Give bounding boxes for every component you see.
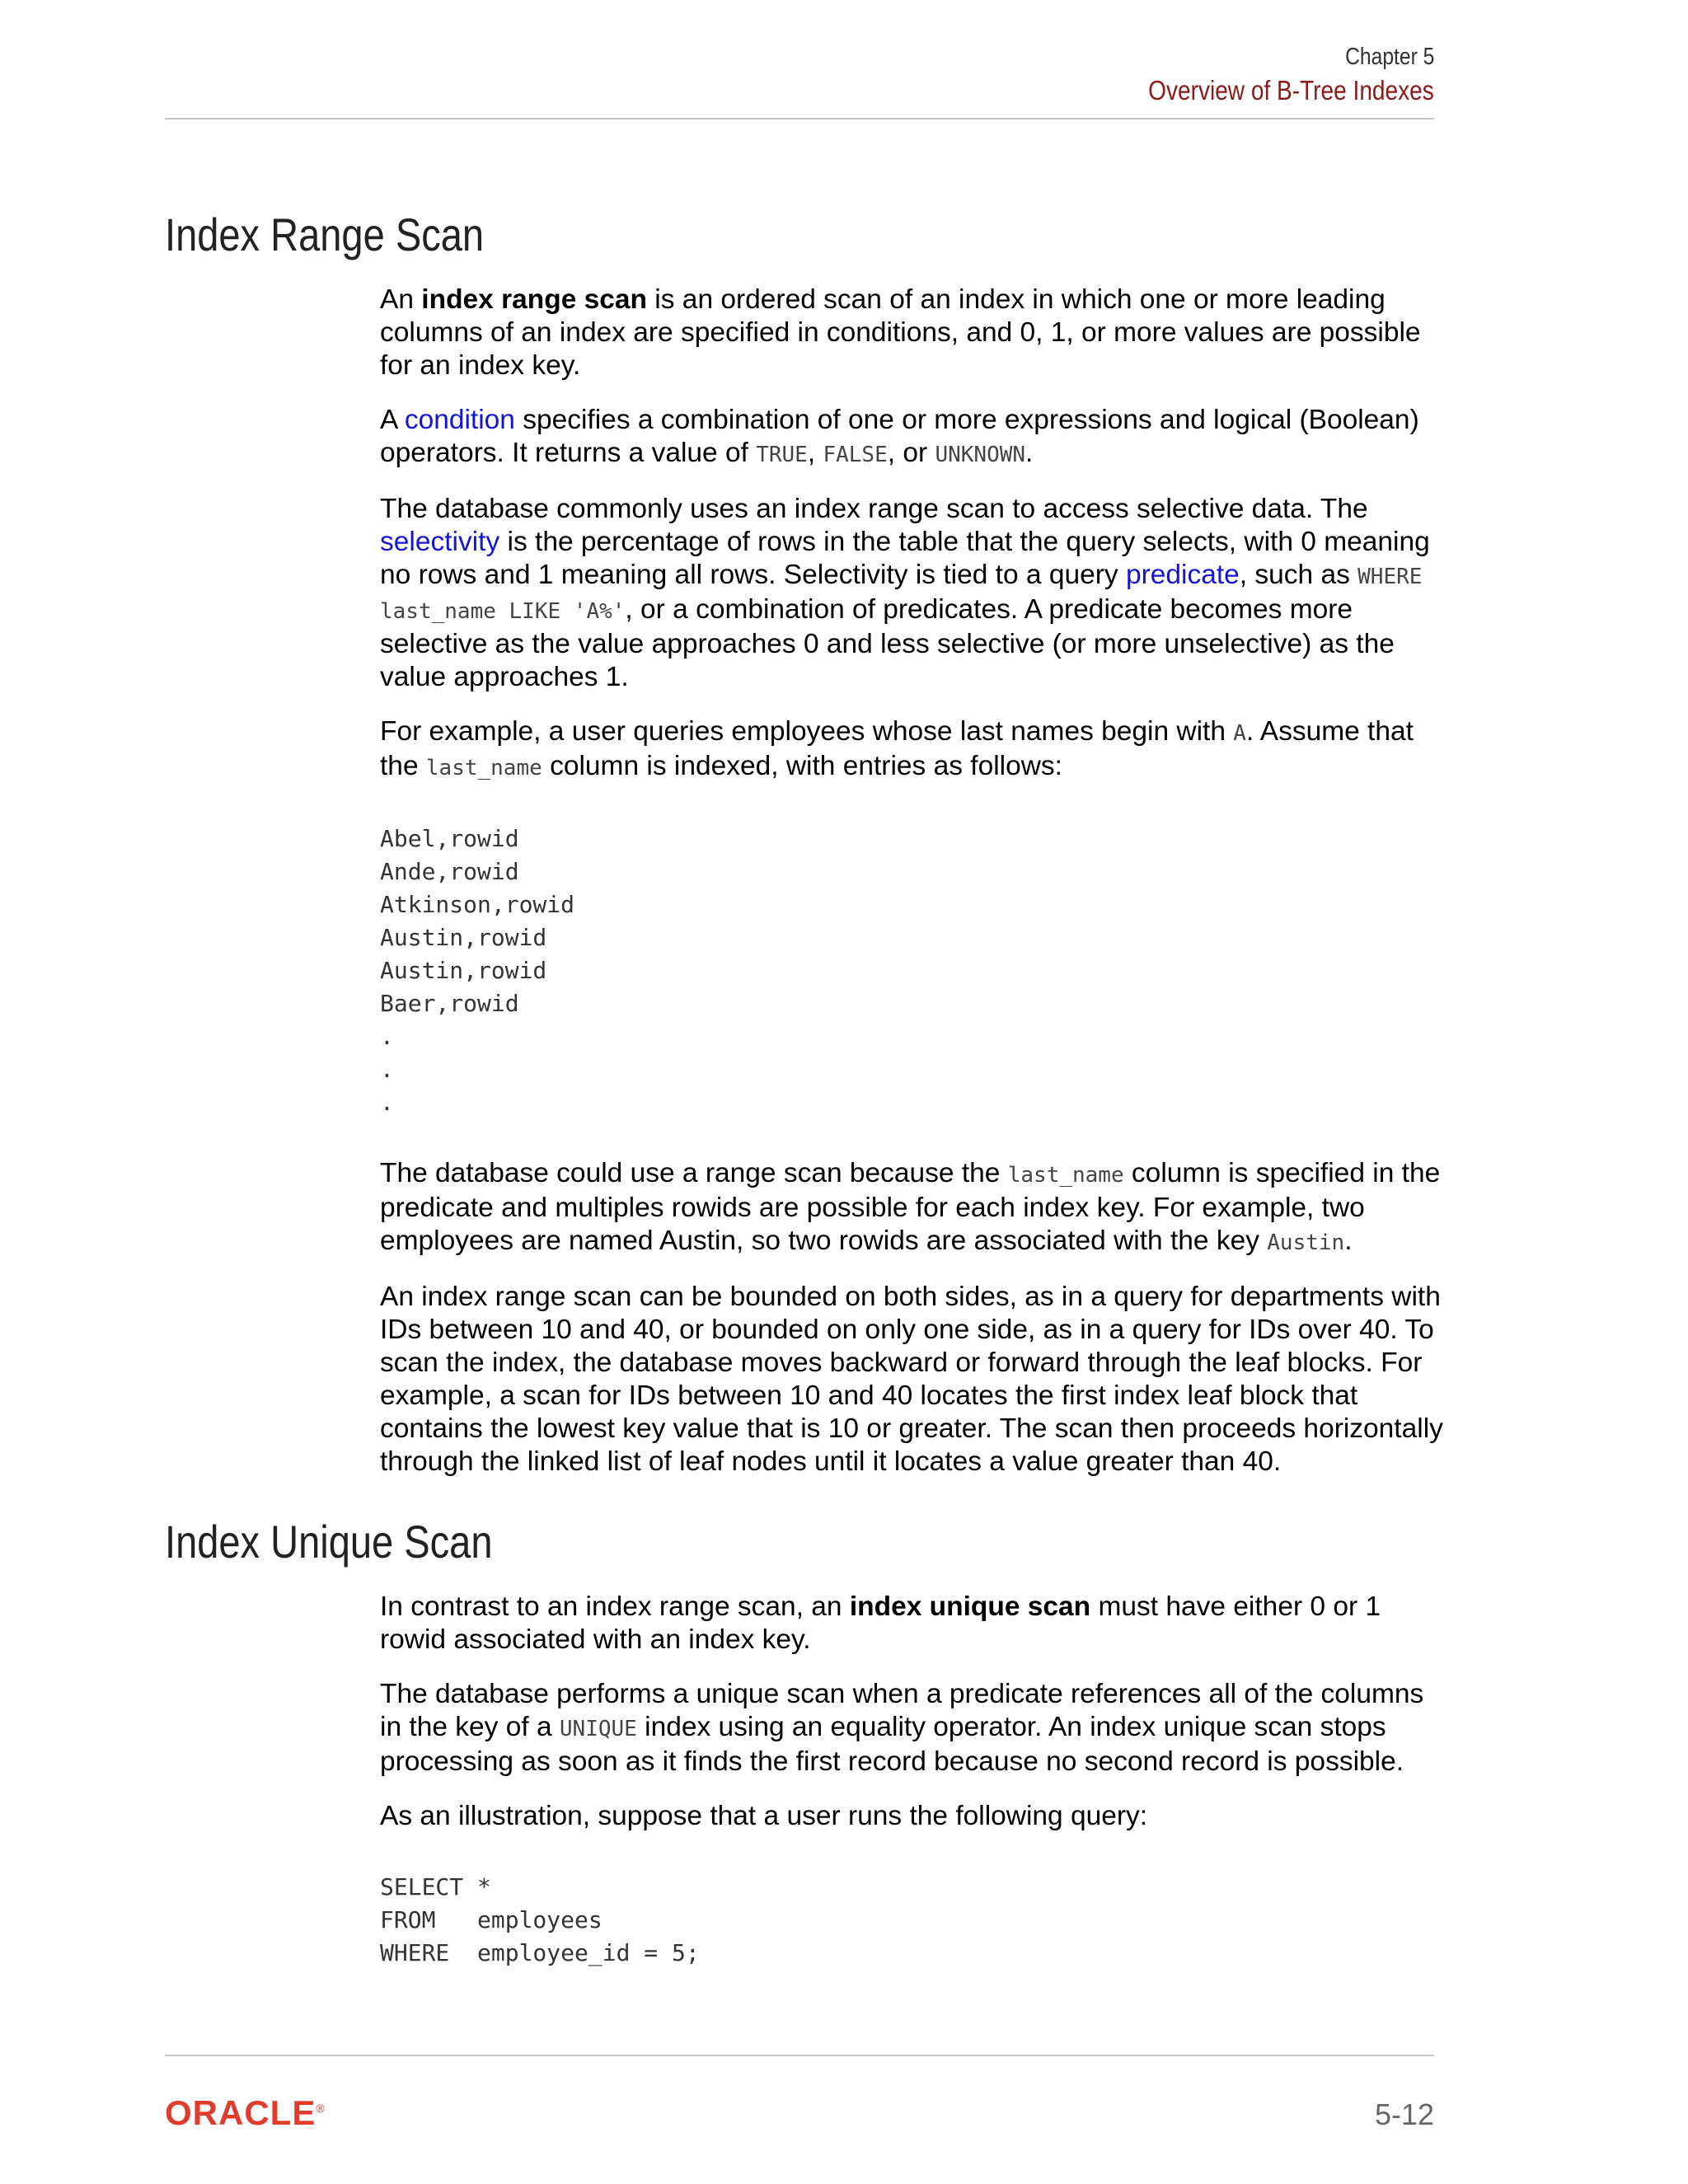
code-line: FROM employees (380, 1906, 603, 1933)
range-scan-para-2: A condition specifies a combination of one or more expressions and logical (Boolean) operators. It returns a value of TRUE, FALSE, or UNKNOWN. (380, 405, 1419, 468)
unique-scan-para-3: As an illustration, suppose that a user runs the following query: (380, 1801, 1148, 1831)
term-index-range-scan: index range scan (421, 284, 647, 315)
code-line: Atkinson,rowid (380, 891, 575, 918)
code-line: Austin,rowid (380, 924, 547, 951)
range-scan-para-4: For example, a user queries employees whose last names begin with A. Assume that the last_name column is indexed, with entries as follows: (380, 716, 1414, 781)
code-line: Ande,rowid (380, 858, 519, 885)
code-line: . (380, 1056, 394, 1083)
code-line: SELECT * (380, 1873, 491, 1900)
range-scan-para-5: The database could use a range scan because the last_name column is specified in the predicate and multiples rowids are possible for each index key. For example, two employees are named Austin, so two rowids are associated with the key Austin. (380, 1158, 1441, 1256)
unique-scan-para-1: In contrast to an index range scan, an index unique scan must have either 0 or 1 rowid associated with an index key. (380, 1591, 1381, 1655)
link-predicate[interactable]: predicate (1125, 560, 1240, 590)
heading-index-range-scan: Index Range Scan (165, 209, 485, 260)
range-scan-para-6: An index range scan can be bounded on both sides, as in a query for departments with IDs between 10 and 40, or bounded on only one side, as in a query for IDs over 40. To scan the index, the database moves backward or forward through the leaf blocks. For example, a scan for IDs between 10 and 40 locates the first index leaf block that contains the lowest key value that is 10 or greater. The scan then proceeds horizontally through the linked list of leaf nodes until it locates a value greater than 40. (380, 1282, 1443, 1477)
term-index-unique-scan: index unique scan (849, 1591, 1091, 1622)
code-line: . (380, 1089, 394, 1116)
chapter-title: Overview of B-Tree Indexes (1148, 75, 1434, 105)
code-line: . (380, 1023, 394, 1050)
chapter-number: Chapter 5 (1344, 44, 1434, 70)
code-line: WHERE employee_id = 5; (380, 1939, 700, 1966)
page-number: 5-12 (1374, 2097, 1434, 2131)
footer-divider (165, 2055, 1434, 2056)
range-scan-body (380, 284, 1443, 1479)
code-block-last-name-entries (380, 823, 1443, 1119)
unique-scan-para-2: The database performs a unique scan when a predicate references all of the columns in the key of a UNIQUE index using an equality operator. An index unique scan stops processing as soon as it finds the first record because no second record is possible. (380, 1679, 1424, 1777)
code-line: Abel,rowid (380, 825, 519, 852)
heading-index-unique-scan: Index Unique Scan (165, 1516, 493, 1568)
link-selectivity[interactable]: selectivity (380, 527, 500, 557)
range-scan-para-3: The database commonly uses an index range scan to access selective data. The selectivity is the percentage of rows in the table that the query selects, with 0 meaning no rows and 1 meaning all rows. Selectivity is tied to a query predicate, such as WHERE last_name LIKE 'A%', or a combination of predicates. A predicate becomes more selective as the value approaches 0 and less selective (or more unselective) as the value approaches 1. (380, 494, 1430, 692)
range-scan-para-1: An index range scan is an ordered scan of an index in which one or more leading columns of an index are specified in conditions, and 0, 1, or more values are possible for an index key. (380, 284, 1421, 381)
code-line: Austin,rowid (380, 957, 547, 984)
page-header (165, 40, 1434, 120)
code-block-select-query (380, 1871, 1443, 1970)
unique-scan-body (380, 1591, 1443, 1970)
link-condition[interactable]: condition (404, 405, 515, 435)
oracle-logo: ORACLE® (165, 2093, 326, 2132)
code-line: Baer,rowid (380, 990, 519, 1017)
